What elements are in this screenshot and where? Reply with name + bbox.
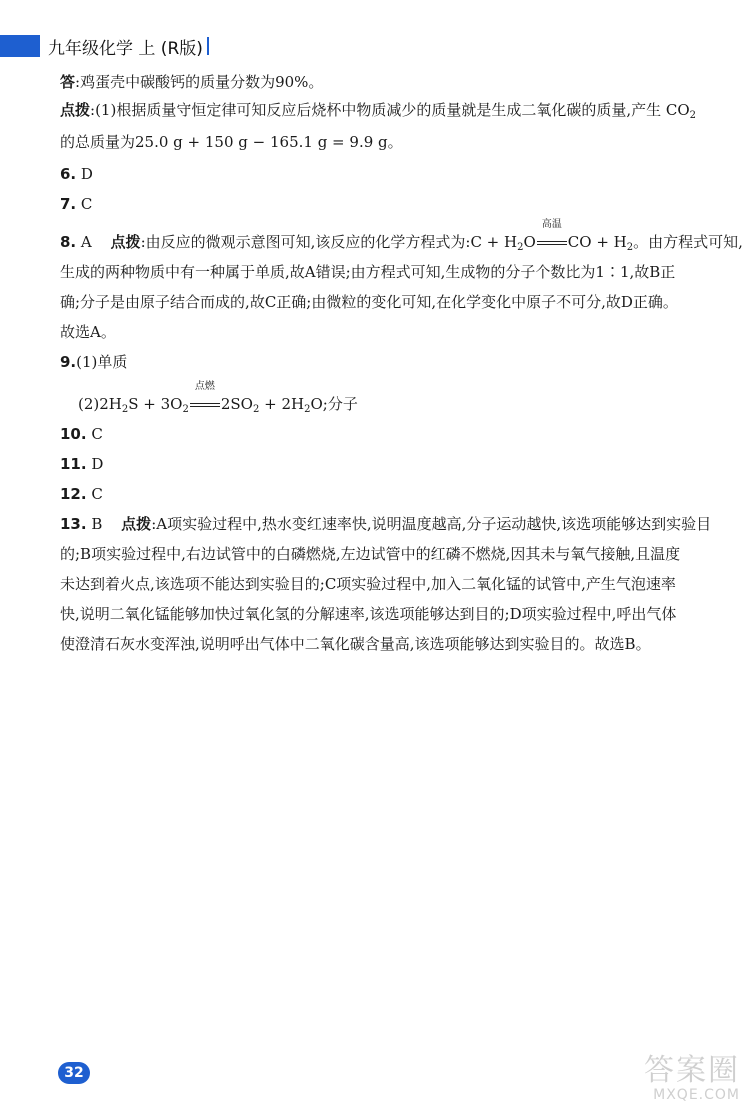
- question-9-part-2: [78, 381, 358, 420]
- hint-label: 点拨: [60, 101, 91, 119]
- hint-text: 的;B项实验过程中,右边试管中的白磷燃烧,左边试管中的红磷不燃烧,因其未与氧气接触,且温度: [60, 545, 681, 563]
- watermark-logo: 答案圈: [644, 1053, 740, 1088]
- question-6: [60, 164, 93, 184]
- hint-text: :(1)根据质量守恒定律可知反应后烧杯中物质减少的质量就是生成二氧化碳的质量,产生 CO: [90, 101, 690, 119]
- question-7: [60, 194, 92, 214]
- subscript: 2: [121, 404, 129, 415]
- formula-text: O: [523, 233, 536, 251]
- page-number-badge: [58, 1062, 90, 1084]
- subscript: 2: [304, 404, 311, 415]
- question-11: [60, 454, 103, 474]
- question-answer: D: [91, 455, 104, 473]
- formula-text: S + 3O: [128, 395, 183, 413]
- hint-text: :A项实验过程中,热水变红速率快,说明温度越高,分子运动越快,该选项能够达到实验目: [151, 515, 712, 533]
- question-9-part-1: [60, 352, 127, 372]
- hint-text: 故选A。: [60, 323, 116, 341]
- question-12: [60, 484, 103, 504]
- hint-label: 点拨: [121, 515, 152, 533]
- question-answer: C: [91, 425, 103, 443]
- hint-label: 点拨: [110, 233, 141, 251]
- watermark-url: MXQE.COM: [653, 1087, 740, 1103]
- hint-text: 的总质量为25.0 g + 150 g − 165.1 g = 9.9 g。: [60, 133, 403, 151]
- question-answer: D: [80, 165, 93, 183]
- answer-text: :鸡蛋壳中碳酸钙的质量分数为90%。: [75, 73, 324, 91]
- question-13-line-4: [60, 604, 676, 624]
- hint-line: [60, 100, 696, 126]
- header-color-bar: [0, 35, 40, 57]
- question-answer: A: [80, 233, 92, 251]
- subscript: 2: [626, 242, 634, 253]
- question-number: 13.: [60, 515, 87, 533]
- question-answer: B: [91, 515, 103, 533]
- question-13-line-1: [60, 514, 711, 534]
- reaction-equals-sign: [190, 403, 220, 407]
- hint-text: 确;分子是由原子结合而成的,故C正确;由微粒的变化可知,在化学变化中原子不可分,故D正确。: [60, 293, 678, 311]
- question-answer: C: [80, 195, 93, 213]
- answer-line: [60, 72, 323, 92]
- question-answer: C: [91, 485, 103, 503]
- book-title: 九年级化学 上 (R版): [48, 38, 203, 59]
- question-8-line-2: [60, 262, 675, 282]
- hint-text: :由反应的微观示意图可知,该反应的化学方程式为:C + H: [140, 233, 518, 251]
- subscript: 2: [517, 242, 524, 253]
- question-number: 12.: [60, 485, 87, 503]
- question-8-line-4: [60, 322, 116, 342]
- subscript: 2: [689, 110, 697, 121]
- formula-text: O;分子: [310, 395, 358, 413]
- question-number: 11.: [60, 455, 87, 473]
- formula-text: 2SO: [220, 395, 253, 413]
- answer-label: 答: [60, 73, 76, 91]
- formula-text: + 2H: [259, 395, 305, 413]
- formula-text: (2)2H: [78, 395, 122, 413]
- question-number: 10.: [60, 425, 87, 443]
- reaction-condition: [190, 381, 220, 414]
- question-13-line-3: [60, 574, 676, 594]
- hint-text: 快,说明二氧化锰能够加快过氧化氢的分解速率,该选项能够达到目的;D项实验过程中,呼出气体: [60, 605, 677, 623]
- condition-label: 点燃: [194, 381, 215, 392]
- question-10: [60, 424, 103, 444]
- reaction-condition: [537, 219, 567, 252]
- reaction-equals-sign: [537, 241, 567, 245]
- watermark: [610, 1055, 740, 1107]
- question-answer: (1)单质: [76, 353, 128, 371]
- hint-line-continued: [60, 132, 403, 152]
- hint-text: 未达到着火点,该选项不能达到实验目的;C项实验过程中,加入二氧化锰的试管中,产生气泡速率: [60, 575, 676, 593]
- question-number: 6.: [60, 165, 77, 183]
- question-8-line-3: [60, 292, 678, 312]
- page-number: 32: [64, 1065, 84, 1081]
- page-header: [0, 32, 209, 60]
- question-number: 8.: [60, 233, 77, 251]
- subscript: 2: [182, 404, 189, 415]
- condition-label: 高温: [541, 219, 562, 230]
- subscript: 2: [252, 404, 260, 415]
- question-13-line-5: [60, 634, 651, 654]
- question-number: 9.: [60, 353, 77, 371]
- header-separator: [207, 37, 209, 55]
- hint-text: 使澄清石灰水变浑浊,说明呼出气体中二氧化碳含量高,该选项能够达到实验目的。故选B。: [60, 635, 651, 653]
- hint-text: 。由方程式可知,: [633, 233, 743, 251]
- question-number: 7.: [60, 195, 77, 213]
- hint-text: 生成的两种物质中有一种属于单质,故A错误;由方程式可知,生成物的分子个数比为1∶1,故B正: [60, 263, 676, 281]
- question-13-line-2: [60, 544, 680, 564]
- formula-text: CO + H: [567, 233, 627, 251]
- question-8-line-1: [60, 219, 743, 258]
